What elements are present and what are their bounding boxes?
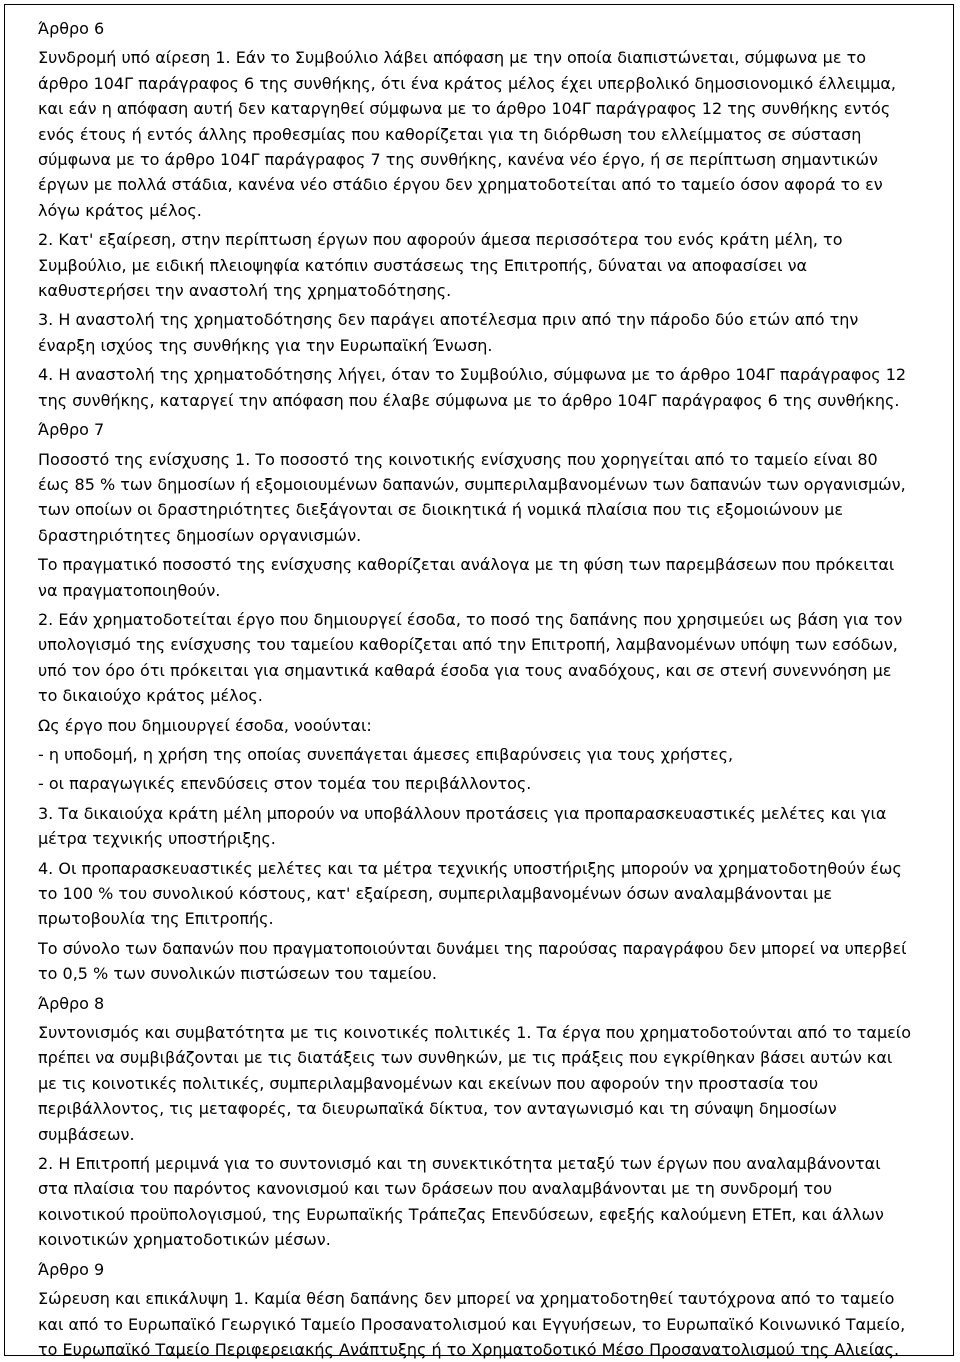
article-7-paragraph-1b: Το πραγματικό ποσοστό της ενίσχυσης καθορίζεται ανάλογα με τη φύση των παρεμβάσεων που πρόκειται να πραγματοποιηθούν.: [38, 555, 895, 600]
article-6-paragraph-3: 3. Η αναστολή της χρηματοδότησης δεν παράγει αποτέλεσμα πριν από την πάροδο δύο ετών από την έναρξη ισχύος της συνθήκης για την Ευρωπαϊκή Ένωση.: [38, 310, 859, 355]
article-7-list-item-1: - η υποδομή, η χρήση της οποίας συνεπάγεται άμεσες επιβαρύνσεις για τους χρήστες,: [38, 744, 734, 764]
article-6-paragraph-1: Συνδρομή υπό αίρεση 1. Εάν το Συμβούλιο λάβει απόφαση με την οποία διαπιστώνεται, σύμφωνα με το άρθρο 104Γ παράγραφος 6 της συνθήκης, ότι ένα κράτος μέλος έχει υπερβολικό δημοσιονομικό έλλειμμα, και εάν η απόφαση αυτή δεν καταργηθεί σύμφωνα με το άρθρο 104Γ παράγραφος 12 της συνθήκης εντός ενός έτους ή εντός άλλης προθεσμίας που καθορίζεται για τη διόρθωση του ελλείμματος σε σύσταση σύμφωνα με το άρθρο 104Γ παράγραφος 7 της συνθήκης, κανένα νέο έργο, ή σε περίπτωση σημαντικών έργων με πολλά στάδια, κανένα νέο στάδιο έργου δεν χρηματοδοτείται από το ταμείο όσον αφορά το εν λόγω κράτος μέλος.: [38, 48, 897, 220]
article-8-heading: Άρθρο 8: [38, 993, 105, 1013]
article-7-revenue-intro: Ως έργο που δημιουργεί έσοδα, νοούνται:: [38, 715, 372, 735]
article-6-paragraph-2: 2. Κατ' εξαίρεση, στην περίπτωση έργων που αφορούν άμεσα περισσότερα του ενός κράτη μέλη, το Συμβούλιο, με ειδική πλειοψηφία κατόπιν συστάσεως της Επιτροπής, δύναται να αποφασίσει να καθυστερήσει την αναστολή της χρηματοδότησης.: [38, 230, 843, 301]
article-8-paragraph-2: 2. Η Επιτροπή μεριμνά για το συντονισμό και τη συνεκτικότητα μεταξύ των έργων που αναλαμβάνονται στα πλαίσια του παρόντος κανονισμού και των δράσεων που αναλαμβάνονται με τη συνδρομή του κοινοτικού προϋπολογισμού, της Ευρωπαϊκής Τράπεζας Επενδύσεων, εφεξής καλούμενη ΕΤΕπ, και άλλων κοινοτικών χρηματοδοτικών μέσων.: [38, 1154, 884, 1250]
article-9-paragraph-1: Σώρευση και επικάλυψη 1. Καμία θέση δαπάνης δεν μπορεί να χρηματοδοτηθεί ταυτόχρονα από το ταμείο και από το Ευρωπαϊκό Γεωργικό Ταμείο Προσανατολισμού και Εγγυήσεων, το Ευρωπαϊκό Κοινωνικό Ταμείο, το Ευρωπαϊκό Ταμείο Περιφερειακής Ανάπτυξης ή το Χρηματοδοτικό Μέσο Προσανατολισμού της Αλιείας.: [38, 1289, 906, 1359]
article-7-paragraph-4b: Το σύνολο των δαπανών που πραγματοποιούνται δυνάμει της παρούσας παραγράφου δεν μπορεί να υπερβεί το 0,5 % των συνολικών πιστώσεων του ταμείου.: [38, 938, 907, 984]
article-7-heading: Άρθρο 7: [38, 420, 105, 440]
article-7-paragraph-3: 3. Τα δικαιούχα κράτη μέλη μπορούν να υποβάλλουν προτάσεις για προπαρασκευαστικές μελέτες και για μέτρα τεχνικής υποστήριξης.: [38, 803, 887, 849]
article-7-paragraph-4: 4. Οι προπαρασκευαστικές μελέτες και τα μέτρα τεχνικής υποστήριξης μπορούν να χρηματοδοτηθούν έως το 100 % του συνολικού κόστους, κατ' εξαίρεση, συμπεριλαμβανομένων όσων αναλαμβάνονται με πρωτοβουλία της Επιτροπής.: [38, 858, 902, 929]
article-6-heading: Άρθρο 6: [38, 19, 105, 38]
article-7-list-item-2: - οι παραγωγικές επενδύσεις στον τομέα του περιβάλλοντος.: [38, 774, 532, 794]
article-7-paragraph-1: Ποσοστό της ενίσχυσης 1. Το ποσοστό της κοινοτικής ενίσχυσης που χορηγείται από το ταμείο είναι 80 έως 85 % των δημοσίων ή εξομοιουμένων δαπανών, συμπεριλαμβανομένων των δαπανών των οργανισμών, των οποίων οι δραστηριότητες διεξάγονται σε διοικητικά ή νομικά πλαίσια που τις εξομοιώνουν με δραστηριότητες δημοσίων οργανισμών.: [38, 449, 906, 545]
article-9-heading: Άρθρο 9: [38, 1259, 105, 1279]
article-6-paragraph-4: 4. Η αναστολή της χρηματοδότησης λήγει, όταν το Συμβούλιο, σύμφωνα με το άρθρο 104Γ παράγραφος 12 της συνθήκης, καταργεί την απόφαση που έλαβε σύμφωνα με το άρθρο 104Γ παράγραφος 6 της συνθήκης.: [38, 365, 907, 410]
document-page: [4, 4, 954, 1359]
article-7-paragraph-2: 2. Εάν χρηματοδοτείται έργο που δημιουργεί έσοδα, το ποσό της δαπάνης που χρησιμεύει ως βάση για τον υπολογισμό της ενίσχυσης του ταμείου καθορίζεται από την Επιτροπή, λαμβανομένων υπόψη των εσόδων, υπό τον όρο ότι πρόκειται για σημαντικά καθαρά έσοδα για τους αναδόχους, και σε στενή συνεννόηση με το δικαιούχο κράτος μέλος.: [38, 609, 903, 706]
article-8-paragraph-1: Συντονισμός και συμβατότητα με τις κοινοτικές πολιτικές 1. Τα έργα που χρηματοδοτούνται από το ταμείο πρέπει να συμβιβάζονται με τις διατάξεις των συνθηκών, με τις πράξεις που εγκρίθηκαν βάσει αυτών και με τις κοινοτικές πολιτικές, συμπεριλαμβανομένων και εκείνων που αφορούν την προστασία του περιβάλλοντος, τις μεταφορές, τα διευρωπαϊκά δίκτυα, τον ανταγωνισμό και τη σύναψη δημοσίων συμβάσεων.: [38, 1023, 912, 1144]
